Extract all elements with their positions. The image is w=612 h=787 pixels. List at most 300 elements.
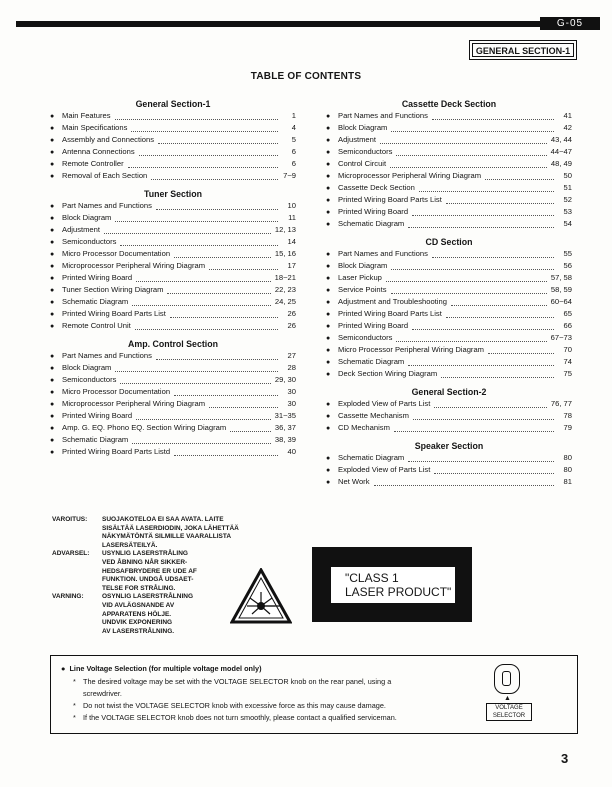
- toc-entry: [50, 374, 296, 386]
- warning-da: [52, 550, 239, 593]
- toc-entry: [50, 122, 296, 134]
- dot-leader: [441, 370, 554, 378]
- bullet-icon: ●: [50, 227, 55, 234]
- toc-entry-page: 66: [563, 321, 572, 330]
- toc-entry-label: Printed Wiring Board: [338, 207, 409, 216]
- toc-entry: [326, 182, 572, 194]
- toc-entry-page: 40: [287, 447, 296, 456]
- dot-leader: [413, 412, 554, 420]
- toc-entry-page: 12, 13: [274, 225, 296, 234]
- notice-title: [61, 664, 262, 673]
- bullet-icon: ●: [50, 299, 55, 306]
- bullet-icon: ●: [50, 449, 55, 456]
- toc-entry-label: Part Names and Functions: [338, 249, 428, 258]
- toc-entry-page: 6: [291, 159, 296, 168]
- toc-entry: [50, 260, 296, 272]
- toc-entry: [326, 422, 572, 434]
- toc-entry: [50, 170, 296, 182]
- notice-item-text: screwdriver.: [83, 689, 122, 698]
- toc-entry-page: 10: [287, 201, 296, 210]
- toc-entry-page: 78: [563, 411, 572, 420]
- toc-entry: [50, 320, 296, 332]
- bullet-icon: ●: [326, 173, 331, 180]
- toc-entry: [50, 236, 296, 248]
- toc-entry-label: Micro Processor Documentation: [62, 387, 171, 396]
- toc-entry-page: 50: [563, 171, 572, 180]
- bullet-icon: ●: [50, 425, 55, 432]
- toc-entry: [50, 296, 296, 308]
- bullet-icon: ●: [50, 149, 55, 156]
- toc-entry-page: 54: [563, 219, 572, 228]
- dot-leader: [419, 184, 554, 192]
- toc-entry-label: Remote Controller: [62, 159, 124, 168]
- toc-entry: [326, 218, 572, 230]
- dot-leader: [132, 298, 271, 306]
- toc-entry-label: Semiconductors: [62, 237, 117, 246]
- laser-class-label: [330, 566, 456, 604]
- toc-entry-label: Semiconductors: [338, 147, 393, 156]
- dot-leader: [408, 454, 554, 462]
- toc-entry-label: Printed Wiring Board: [338, 321, 409, 330]
- toc-entry: [326, 158, 572, 170]
- toc-entry-page: 52: [563, 195, 572, 204]
- toc-entry-page: 80: [563, 465, 572, 474]
- dot-leader: [156, 352, 278, 360]
- toc-entry-label: Semiconductors: [62, 375, 117, 384]
- dot-leader: [174, 250, 271, 258]
- bullet-icon: ●: [50, 353, 55, 360]
- dot-leader: [209, 262, 278, 270]
- toc-entry: [50, 248, 296, 260]
- toc-entry-page: 60~64: [550, 297, 572, 306]
- dot-leader: [131, 124, 278, 132]
- toc-entry-label: Micro Processor Peripheral Wiring Diagram: [338, 345, 485, 354]
- toc-entry-page: 58, 59: [550, 285, 572, 294]
- toc-entry-page: 5: [291, 135, 296, 144]
- bullet-icon: ●: [61, 664, 70, 673]
- toc-entry: [50, 308, 296, 320]
- bullet-icon: ●: [326, 467, 331, 474]
- toc-entry-label: Printed Wiring Board Parts List: [338, 195, 442, 204]
- toc-right-column: [326, 98, 572, 488]
- toc-entry-label: Removal of Each Section: [62, 171, 148, 180]
- toc-entry-page: 41: [563, 111, 572, 120]
- dot-leader: [412, 208, 554, 216]
- toc-entry: [326, 122, 572, 134]
- toc-entry-page: 26: [287, 321, 296, 330]
- bullet-icon: ●: [50, 203, 55, 210]
- notice-item: [73, 677, 391, 686]
- bullet-icon: ●: [326, 311, 331, 318]
- toc-section-heading: Speaker Section: [414, 441, 484, 451]
- toc-section-heading: Cassette Deck Section: [401, 99, 497, 109]
- toc-entry: [50, 272, 296, 284]
- toc-entry: [326, 284, 572, 296]
- laser-warning-block: [52, 516, 239, 636]
- toc-entry-label: Tuner Section Wiring Diagram: [62, 285, 164, 294]
- toc-entry-label: Block Diagram: [338, 261, 388, 270]
- toc-entry: [326, 368, 572, 380]
- dot-leader: [391, 262, 554, 270]
- toc-entry: [50, 446, 296, 458]
- page-number: 3: [561, 751, 569, 766]
- toc-entry-page: 4: [291, 123, 296, 132]
- toc-entry: [326, 248, 572, 260]
- dot-leader: [380, 136, 547, 144]
- dot-leader: [120, 238, 278, 246]
- toc-section-heading: Amp. Control Section: [128, 339, 218, 349]
- warning-text: USYNLIG LASERSTRÅLING VED ÅBNING NÅR SIKKER- HEDSAFBRYDERE ER UDE AF FUNKTION. UNDGÅ UDSAET- TELSE FOR STRÅLING.: [102, 550, 197, 592]
- toc-entry: [326, 320, 572, 332]
- toc-entry: [326, 398, 572, 410]
- toc-entry-label: Part Names and Functions: [62, 201, 152, 210]
- header-rule: [16, 21, 544, 27]
- dot-leader: [170, 310, 278, 318]
- toc-entry-label: Schematic Diagram: [338, 357, 405, 366]
- bullet-icon: ●: [50, 401, 55, 408]
- toc-entry-label: Semiconductors: [338, 333, 393, 342]
- bullet-icon: ●: [50, 251, 55, 258]
- bullet-icon: ●: [326, 413, 331, 420]
- toc-entry: [326, 110, 572, 122]
- dot-leader: [136, 274, 271, 282]
- toc-entry-page: 30: [287, 387, 296, 396]
- toc-entry-label: Schematic Diagram: [62, 297, 129, 306]
- toc-entry-page: 81: [563, 477, 572, 486]
- toc-entry-label: Adjustment: [338, 135, 376, 144]
- toc-entry: [50, 158, 296, 170]
- warning-text: OSYNLIG LASERSTRÅLNING VID AVLÄGSNANDE AV APPARATENS HÖLJE. UNDVIK EXPONERING AV LASERSTRÅLNING.: [102, 593, 194, 635]
- toc-entry: [50, 110, 296, 122]
- bullet-icon: ●: [326, 149, 331, 156]
- toc-entry: [326, 344, 572, 356]
- toc-entry-page: 57, 58: [550, 273, 572, 282]
- toc-entry-page: 1: [291, 111, 296, 120]
- toc-entry-label: Schematic Diagram: [62, 435, 129, 444]
- toc-entry-page: 22, 23: [274, 285, 296, 294]
- toc-entry-label: Part Names and Functions: [338, 111, 428, 120]
- toc-entry-page: 11: [288, 213, 296, 222]
- toc-entry-label: Printed Wiring Board Parts List: [62, 309, 166, 318]
- dot-leader: [115, 364, 278, 372]
- toc-entry: [326, 332, 572, 344]
- toc-entry-page: 31~35: [274, 411, 296, 420]
- dot-leader: [104, 226, 271, 234]
- dot-leader: [451, 298, 547, 306]
- toc-entry-label: Main Specifications: [62, 123, 128, 132]
- bullet-icon: ●: [326, 197, 331, 204]
- toc-entry: [326, 476, 572, 488]
- toc-entry-page: 24, 25: [274, 297, 296, 306]
- dot-leader: [432, 250, 554, 258]
- toc-entry-page: 74: [563, 357, 572, 366]
- toc-entry-label: Schematic Diagram: [338, 453, 405, 462]
- notice-item-text: If the VOLTAGE SELECTOR knob does not turn smoothly, please contact a qualified serviceman.: [83, 713, 397, 722]
- dot-leader: [434, 466, 554, 474]
- toc-entry: [326, 146, 572, 158]
- dot-leader: [120, 376, 270, 384]
- toc-entry-label: Control Circuit: [338, 159, 387, 168]
- section-label: GENERAL SECTION-1: [472, 43, 574, 57]
- bullet-icon: ●: [50, 323, 55, 330]
- notice-item: [73, 713, 397, 722]
- bullet-icon: ●: [326, 299, 331, 306]
- toc-entry: [326, 134, 572, 146]
- dot-leader: [167, 286, 270, 294]
- dot-leader: [174, 388, 278, 396]
- toc-entry-label: Schematic Diagram: [338, 219, 405, 228]
- bullet-icon: ●: [50, 275, 55, 282]
- toc-entry-label: Block Diagram: [62, 363, 112, 372]
- toc-entry: [50, 398, 296, 410]
- toc-entry: [50, 350, 296, 362]
- bullet-icon: ●: [326, 161, 331, 168]
- toc-entry-label: Deck Section Wiring Diagram: [338, 369, 438, 378]
- toc-entry-label: Assembly and Connections: [62, 135, 155, 144]
- toc-entry: [50, 362, 296, 374]
- toc-entry-page: 36, 37: [274, 423, 296, 432]
- dot-leader: [374, 478, 554, 486]
- laser-hazard-icon: [230, 568, 292, 624]
- bullet-icon: ●: [326, 401, 331, 408]
- warning-text: SUOJAKOTELOA EI SAA AVATA. LAITE SISÄLTÄÄ LASERDIODIN, JOKA LÄHETTÄÄ NÄKYMÄTÖNTÄ SILMILLE VAARALLISTA LASERSÄTEILYÄ.: [102, 516, 239, 549]
- bullet-icon: ●: [50, 137, 55, 144]
- toc-entry-label: Micro Processor Documentation: [62, 249, 171, 258]
- toc-entry: [326, 272, 572, 284]
- toc-entry: [326, 260, 572, 272]
- toc-entry-label: Cassette Mechanism: [338, 411, 409, 420]
- dot-leader: [408, 358, 554, 366]
- dot-leader: [230, 424, 271, 432]
- screw-slot-icon: [502, 671, 511, 686]
- bullet-icon: ●: [50, 311, 55, 318]
- dot-leader: [128, 160, 278, 168]
- toc-entry-page: 48, 49: [550, 159, 572, 168]
- toc-entry-label: Exploded View of Parts List: [338, 465, 431, 474]
- dot-leader: [408, 220, 554, 228]
- bullet-icon: ●: [326, 185, 331, 192]
- warning-language: VARNING:: [52, 593, 84, 601]
- laser-class-line-2: LASER PRODUCT": [345, 585, 452, 599]
- toc-entry-label: Net Work: [338, 477, 370, 486]
- bullet-icon: ●: [326, 371, 331, 378]
- toc-entry-page: 26: [287, 309, 296, 318]
- toc-entry-page: 43, 44: [550, 135, 572, 144]
- toc-entry-label: Printed Wiring Board Parts Listd: [62, 447, 171, 456]
- bullet-icon: ●: [326, 287, 331, 294]
- toc-entry-label: Remote Control Unit: [62, 321, 131, 330]
- toc-entry-page: 7~9: [283, 171, 296, 180]
- toc-entry-page: 38, 39: [274, 435, 296, 444]
- asterisk-icon: *: [73, 677, 76, 686]
- toc-entry-page: 29, 30: [274, 375, 296, 384]
- page-code-badge: G-05: [540, 17, 600, 30]
- dot-leader: [446, 196, 554, 204]
- toc-entry-page: 51: [563, 183, 572, 192]
- dot-leader: [488, 346, 554, 354]
- toc-entry-page: 27: [287, 351, 296, 360]
- bullet-icon: ●: [326, 251, 331, 258]
- toc-entry-page: 18~21: [274, 273, 296, 282]
- toc-entry: [50, 200, 296, 212]
- arrow-up-icon: ▲: [504, 695, 511, 702]
- toc-entry-label: Block Diagram: [62, 213, 112, 222]
- toc-entry: [50, 224, 296, 236]
- toc-entry-page: 56: [563, 261, 572, 270]
- toc-entry-page: 17: [287, 261, 296, 270]
- toc-entry-label: Block Diagram: [338, 123, 388, 132]
- toc-entry: [50, 212, 296, 224]
- notice-title-text: Line Voltage Selection (for multiple voltage model only): [69, 664, 262, 673]
- toc-entry-page: 55: [563, 249, 572, 258]
- toc-entry-label: Cassette Deck Section: [338, 183, 415, 192]
- toc-entry-page: 75: [563, 369, 572, 378]
- bullet-icon: ●: [326, 479, 331, 486]
- dot-leader: [386, 274, 547, 282]
- toc-entry: [50, 434, 296, 446]
- dot-leader: [115, 112, 278, 120]
- asterisk-icon: *: [73, 713, 76, 722]
- bullet-icon: ●: [326, 323, 331, 330]
- toc-entry-page: 15, 16: [274, 249, 296, 258]
- toc-title: TABLE OF CONTENTS: [250, 71, 362, 82]
- bullet-icon: ●: [326, 347, 331, 354]
- toc-entry: [50, 386, 296, 398]
- toc-entry-page: 53: [563, 207, 572, 216]
- toc-entry-page: 76, 77: [550, 399, 572, 408]
- toc-section-heading: General Section-1: [135, 99, 211, 109]
- toc-entry-label: Amp. G. EQ. Phono EQ. Section Wiring Diagram: [62, 423, 227, 432]
- bullet-icon: ●: [50, 287, 55, 294]
- bullet-icon: ●: [326, 221, 331, 228]
- toc-entry: [326, 194, 572, 206]
- dot-leader: [174, 448, 278, 456]
- toc-entry-label: Exploded View of Parts List: [338, 399, 431, 408]
- toc-entry-page: 65: [563, 309, 572, 318]
- bullet-icon: ●: [50, 377, 55, 384]
- toc-entry: [326, 296, 572, 308]
- toc-entry-label: Microprocessor Peripheral Wiring Diagram: [338, 171, 482, 180]
- bullet-icon: ●: [50, 263, 55, 270]
- dot-leader: [135, 322, 278, 330]
- toc-entry-label: Service Points: [338, 285, 387, 294]
- toc-entry-label: Adjustment: [62, 225, 100, 234]
- warning-sv: [52, 593, 239, 636]
- bullet-icon: ●: [326, 263, 331, 270]
- toc-entry-page: 28: [287, 363, 296, 372]
- bullet-icon: ●: [50, 125, 55, 132]
- bullet-icon: ●: [50, 365, 55, 372]
- bullet-icon: ●: [50, 173, 55, 180]
- selector-label-line-2: SELECTOR: [492, 713, 526, 719]
- notice-item-text: Do not twist the VOLTAGE SELECTOR knob with excessive force as this may cause damage.: [83, 701, 386, 710]
- toc-entry-label: Printed Wiring Board: [62, 411, 133, 420]
- warning-language: ADVARSEL:: [52, 550, 90, 558]
- toc-entry: [326, 464, 572, 476]
- dot-leader: [151, 172, 278, 180]
- toc-entry-page: 67~73: [550, 333, 572, 342]
- toc-entry-page: 6: [291, 147, 296, 156]
- toc-entry-page: 14: [287, 237, 296, 246]
- bullet-icon: ●: [50, 239, 55, 246]
- toc-entry-page: 70: [563, 345, 572, 354]
- toc-entry-page: 80: [563, 453, 572, 462]
- dot-leader: [132, 436, 271, 444]
- laser-class-line-1: "CLASS 1: [345, 571, 399, 585]
- dot-leader: [391, 124, 554, 132]
- dot-leader: [412, 322, 554, 330]
- dot-leader: [136, 412, 271, 420]
- bullet-icon: ●: [326, 125, 331, 132]
- dot-leader: [446, 310, 554, 318]
- toc-entry-label: Microprocessor Peripheral Wiring Diagram: [62, 399, 206, 408]
- toc-entry-page: 79: [563, 423, 572, 432]
- toc-entry-page: 42: [563, 123, 572, 132]
- bullet-icon: ●: [50, 389, 55, 396]
- dot-leader: [394, 424, 554, 432]
- asterisk-icon: *: [73, 701, 76, 710]
- notice-item-text: The desired voltage may be set with the VOLTAGE SELECTOR knob on the rear panel, using a: [83, 677, 392, 686]
- toc-left-column: [50, 98, 296, 458]
- bullet-icon: ●: [50, 437, 55, 444]
- bullet-icon: ●: [326, 335, 331, 342]
- selector-label-line-1: VOLTAGE: [495, 705, 523, 711]
- toc-entry-label: Printed Wiring Board Parts List: [338, 309, 442, 318]
- toc-section-heading: Tuner Section: [144, 189, 202, 199]
- dot-leader: [434, 400, 547, 408]
- dot-leader: [396, 148, 546, 156]
- toc-section-heading: General Section-2: [411, 387, 487, 397]
- toc-entry-label: Microprocessor Peripheral Wiring Diagram: [62, 261, 206, 270]
- bullet-icon: ●: [326, 113, 331, 120]
- bullet-icon: ●: [326, 455, 331, 462]
- toc-entry: [50, 410, 296, 422]
- warning-language: VAROITUS:: [52, 516, 88, 523]
- toc-entry-page: 44~47: [550, 147, 572, 156]
- toc-entry-label: Part Names and Functions: [62, 351, 152, 360]
- dot-leader: [158, 136, 278, 144]
- bullet-icon: ●: [50, 161, 55, 168]
- toc-entry-label: Main Features: [62, 111, 111, 120]
- toc-entry: [326, 206, 572, 218]
- voltage-selector-label: [486, 703, 532, 721]
- dot-leader: [391, 286, 547, 294]
- dot-leader: [432, 112, 554, 120]
- toc-entry-label: Adjustment and Troubleshooting: [338, 297, 447, 306]
- dot-leader: [396, 334, 546, 342]
- toc-section-heading: CD Section: [425, 237, 473, 247]
- toc-entry: [50, 146, 296, 158]
- dot-leader: [156, 202, 278, 210]
- dot-leader: [390, 160, 547, 168]
- dot-leader: [139, 148, 278, 156]
- toc-entry: [326, 410, 572, 422]
- bullet-icon: ●: [50, 413, 55, 420]
- bullet-icon: ●: [326, 275, 331, 282]
- toc-entry: [326, 452, 572, 464]
- toc-entry-label: Printed Wiring Board: [62, 273, 133, 282]
- toc-entry-label: Antenna Connections: [62, 147, 135, 156]
- toc-entry-label: CD Mechanism: [338, 423, 390, 432]
- dot-leader: [209, 400, 278, 408]
- bullet-icon: ●: [326, 359, 331, 366]
- toc-entry: [50, 134, 296, 146]
- bullet-icon: ●: [326, 209, 331, 216]
- bullet-icon: ●: [326, 137, 331, 144]
- dot-leader: [485, 172, 554, 180]
- toc-entry: [50, 284, 296, 296]
- dot-leader: [115, 214, 278, 222]
